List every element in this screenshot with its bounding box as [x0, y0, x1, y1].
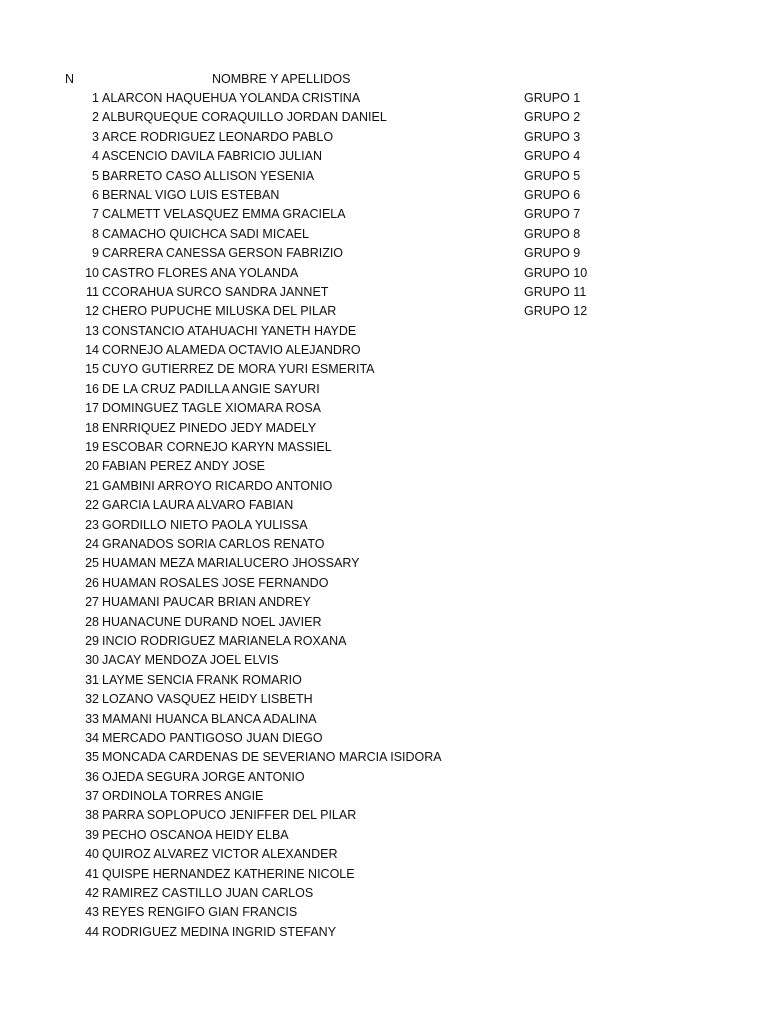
group-label: GRUPO 6 [524, 187, 581, 202]
list-item [0, 651, 768, 670]
row-number: 26 [85, 575, 99, 590]
list-item [0, 632, 768, 651]
row-number: 24 [85, 536, 99, 551]
student-name: INCIO RODRIGUEZ MARIANELA ROXANA [102, 633, 347, 648]
student-name: ARCE RODRIGUEZ LEONARDO PABLO [102, 129, 334, 144]
list-item [0, 516, 768, 535]
list-item [0, 147, 768, 166]
row-number: 12 [85, 304, 99, 319]
student-name: MERCADO PANTIGOSO JUAN DIEGO [102, 730, 323, 745]
row-number: 28 [85, 614, 99, 629]
row-number: 29 [85, 633, 99, 648]
row-number: 25 [85, 556, 99, 571]
row-number: 39 [85, 827, 99, 842]
student-name: QUISPE HERNANDEZ KATHERINE NICOLE [102, 866, 355, 881]
student-name: PARRA SOPLOPUCO JENIFFER DEL PILAR [102, 808, 357, 823]
row-number: 43 [85, 905, 99, 920]
list-item [0, 884, 768, 903]
student-name: GRANADOS SORIA CARLOS RENATO [102, 536, 325, 551]
student-name: DOMINGUEZ TAGLE XIOMARA ROSA [102, 401, 322, 416]
student-name: ESCOBAR CORNEJO KARYN MASSIEL [102, 440, 332, 455]
column-header-name: NOMBRE Y APELLIDOS [212, 72, 351, 86]
list-item [0, 477, 768, 496]
row-number: 36 [85, 769, 99, 784]
list-item [0, 690, 768, 709]
student-name: FABIAN PEREZ ANDY JOSE [102, 459, 266, 474]
student-name: CARRERA CANESSA GERSON FABRIZIO [102, 246, 344, 261]
list-item [0, 167, 768, 186]
row-number: 13 [85, 323, 99, 338]
list-item [0, 535, 768, 554]
list-item [0, 108, 768, 127]
list-item [0, 438, 768, 457]
student-name: BERNAL VIGO LUIS ESTEBAN [102, 187, 280, 202]
group-label: GRUPO 5 [524, 168, 581, 183]
group-label: GRUPO 1 [524, 91, 581, 105]
group-label: GRUPO 2 [524, 110, 581, 125]
list-item [0, 787, 768, 806]
row-number: 20 [85, 459, 99, 474]
list-item [0, 923, 768, 942]
row-number: 17 [85, 401, 99, 416]
list-item [0, 322, 768, 341]
group-label: GRUPO 11 [524, 284, 587, 299]
list-item [0, 380, 768, 399]
list-item [0, 457, 768, 476]
list-item [0, 806, 768, 825]
row-number: 15 [85, 362, 99, 377]
list-item [0, 128, 768, 147]
row-number: 27 [85, 595, 99, 610]
row-number: 41 [85, 866, 99, 881]
list-item [0, 302, 768, 321]
student-name: DE LA CRUZ PADILLA ANGIE SAYURI [102, 381, 320, 396]
student-name: CALMETT VELASQUEZ EMMA GRACIELA [102, 207, 346, 222]
student-name: REYES RENGIFO GIAN FRANCIS [102, 905, 298, 920]
group-label: GRUPO 7 [524, 207, 581, 222]
row-number: 40 [85, 847, 99, 862]
row-number: 1 [92, 91, 99, 105]
row-number: 23 [85, 517, 99, 532]
student-name: MONCADA CARDENAS DE SEVERIANO MARCIA ISIDORA [102, 750, 442, 765]
list-item [0, 419, 768, 438]
column-header-number: N [65, 72, 75, 86]
list-item [0, 865, 768, 884]
row-number: 38 [85, 808, 99, 823]
row-number: 37 [85, 789, 99, 804]
row-number: 32 [85, 692, 99, 707]
list-item [0, 264, 768, 283]
row-number: 5 [92, 168, 99, 183]
group-label: GRUPO 9 [524, 246, 581, 261]
student-name: GAMBINI ARROYO RICARDO ANTONIO [102, 478, 333, 493]
student-name: LOZANO VASQUEZ HEIDY LISBETH [102, 692, 313, 707]
list-item [0, 496, 768, 515]
list-item [0, 845, 768, 864]
list-item [0, 244, 768, 263]
list-item [0, 399, 768, 418]
list-item [0, 360, 768, 379]
list-item [0, 826, 768, 845]
row-number: 14 [85, 343, 99, 358]
student-name: JACAY MENDOZA JOEL ELVIS [102, 653, 279, 668]
row-number: 4 [92, 149, 99, 164]
column-header-row [0, 70, 768, 89]
student-name: CORNEJO ALAMEDA OCTAVIO ALEJANDRO [102, 343, 361, 358]
list-item [0, 593, 768, 612]
student-name: OJEDA SEGURA JORGE ANTONIO [102, 769, 305, 784]
row-number: 16 [85, 381, 99, 396]
row-number: 2 [92, 110, 99, 125]
row-number: 30 [85, 653, 99, 668]
list-item [0, 768, 768, 787]
student-name: HUAMAN MEZA MARIALUCERO JHOSSARY [102, 556, 360, 571]
row-number: 18 [85, 420, 99, 435]
row-number: 7 [92, 207, 99, 222]
row-number: 35 [85, 750, 99, 765]
group-label: GRUPO 10 [524, 265, 588, 280]
row-number: 11 [86, 284, 99, 299]
row-number: 3 [92, 129, 99, 144]
student-name: CHERO PUPUCHE MILUSKA DEL PILAR [102, 304, 337, 319]
list-item [0, 729, 768, 748]
list-item [0, 671, 768, 690]
student-name: RAMIREZ CASTILLO JUAN CARLOS [102, 886, 314, 901]
row-number: 9 [92, 246, 99, 261]
group-label: GRUPO 3 [524, 129, 581, 144]
list-item [0, 903, 768, 922]
student-name: CASTRO FLORES ANA YOLANDA [102, 265, 299, 280]
student-name: HUAMANI PAUCAR BRIAN ANDREY [102, 595, 311, 610]
student-list [0, 89, 768, 942]
student-name: QUIROZ ALVAREZ VICTOR ALEXANDER [102, 847, 338, 862]
student-name: RODRIGUEZ MEDINA INGRID STEFANY [102, 924, 337, 939]
list-item [0, 283, 768, 302]
student-name: GARCIA LAURA ALVARO FABIAN [102, 498, 294, 513]
list-item [0, 341, 768, 360]
group-label: GRUPO 8 [524, 226, 581, 241]
student-name: HUANACUNE DURAND NOEL JAVIER [102, 614, 322, 629]
row-number: 8 [92, 226, 99, 241]
student-name: BARRETO CASO ALLISON YESENIA [102, 168, 315, 183]
row-number: 22 [85, 498, 99, 513]
list-item [0, 554, 768, 573]
row-number: 42 [85, 886, 99, 901]
student-name: GORDILLO NIETO PAOLA YULISSA [102, 517, 308, 532]
student-name: CUYO GUTIERREZ DE MORA YURI ESMERITA [102, 362, 375, 377]
list-item [0, 186, 768, 205]
list-item [0, 613, 768, 632]
list-item [0, 748, 768, 767]
list-item [0, 225, 768, 244]
list-item [0, 574, 768, 593]
row-number: 21 [85, 478, 99, 493]
group-label: GRUPO 12 [524, 304, 588, 319]
list-item [0, 89, 768, 108]
student-name: HUAMAN ROSALES JOSE FERNANDO [102, 575, 329, 590]
student-name: CCORAHUA SURCO SANDRA JANNET [102, 284, 329, 299]
list-item [0, 205, 768, 224]
student-name: ENRRIQUEZ PINEDO JEDY MADELY [102, 420, 317, 435]
student-name: MAMANI HUANCA BLANCA ADALINA [102, 711, 317, 726]
row-number: 6 [92, 187, 99, 202]
student-name: ASCENCIO DAVILA FABRICIO JULIAN [102, 149, 322, 164]
row-number: 19 [85, 440, 99, 455]
list-item [0, 710, 768, 729]
row-number: 33 [85, 711, 99, 726]
row-number: 34 [85, 730, 99, 745]
student-name: CONSTANCIO ATAHUACHI YANETH HAYDE [102, 323, 357, 338]
student-name: ALARCON HAQUEHUA YOLANDA CRISTINA [102, 91, 361, 105]
student-name: ORDINOLA TORRES ANGIE [102, 789, 264, 804]
row-number: 44 [85, 924, 99, 939]
student-name: ALBURQUEQUE CORAQUILLO JORDAN DANIEL [102, 110, 387, 125]
group-label: GRUPO 4 [524, 149, 581, 164]
row-number: 31 [85, 672, 99, 687]
row-number: 10 [85, 265, 99, 280]
student-name: CAMACHO QUICHCA SADI MICAEL [102, 226, 309, 241]
student-name: PECHO OSCANOA HEIDY ELBA [102, 827, 289, 842]
student-name: LAYME SENCIA FRANK ROMARIO [102, 672, 302, 687]
